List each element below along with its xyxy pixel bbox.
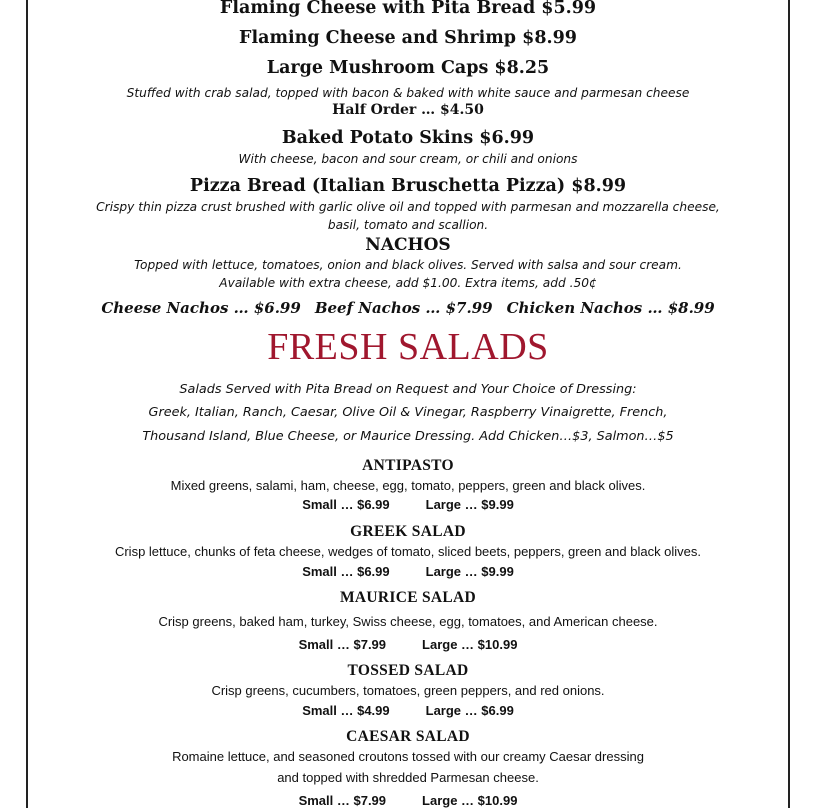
- salad-antipasto-large: Large … $9.99: [425, 497, 514, 512]
- salad-tossed-desc: Crisp greens, cucumbers, tomatoes, green peppers, and red onions.: [211, 683, 605, 698]
- salad-tossed-large: Large … $6.99: [425, 703, 514, 718]
- item-potato-skins-desc: With cheese, bacon and sour cream, or chili and onions: [238, 152, 578, 166]
- salad-maurice-small: Small … $7.99: [298, 637, 387, 652]
- salad-antipasto-small: Small … $6.99: [302, 497, 390, 512]
- menu-page: [26, 0, 790, 808]
- salads-intro-3: Thousand Island, Blue Cheese, or Maurice Dressing. Add Chicken…$3, Salmon…$5: [142, 429, 674, 444]
- section-title-fresh-salads: FRESH SALADS: [267, 326, 549, 368]
- item-flaming-cheese-pita: Flaming Cheese with Pita Bread $5.99: [219, 0, 597, 18]
- salad-greek-prices: [28, 564, 788, 579]
- item-mushroom-caps-half: Half Order … $4.50: [332, 102, 484, 118]
- salad-greek-desc: Crisp lettuce, chunks of feta cheese, wedges of tomato, sliced beets, peppers, green and black olives.: [114, 544, 702, 559]
- salad-greek-name: GREEK SALAD: [350, 523, 466, 540]
- item-mushroom-caps-desc: Stuffed with crab salad, topped with bacon & baked with white sauce and parmesan cheese: [126, 86, 690, 100]
- salad-maurice-large: Large … $10.99: [422, 637, 518, 652]
- nachos-title: NACHOS: [365, 235, 451, 255]
- salad-caesar-name: CAESAR SALAD: [346, 728, 470, 745]
- item-pizza-bread-desc-2: basil, tomato and scallion.: [327, 218, 489, 232]
- salad-maurice-prices: [28, 637, 788, 652]
- salad-caesar-desc-2: and topped with shredded Parmesan cheese.: [277, 770, 539, 785]
- nachos-prices: [28, 299, 788, 317]
- nachos-desc-1: Topped with lettuce, tomatoes, onion and black olives. Served with salsa and sour cream.: [134, 258, 682, 272]
- salad-greek-large: Large … $9.99: [425, 564, 514, 579]
- salad-tossed-name: TOSSED SALAD: [347, 662, 469, 679]
- salad-caesar-desc-1: Romaine lettuce, and seasoned croutons tossed with our creamy Caesar dressing: [172, 749, 644, 764]
- salad-antipasto-prices: [28, 497, 788, 512]
- salad-tossed-prices: [28, 703, 788, 718]
- nachos-cheese: Cheese Nachos … $6.99: [101, 299, 301, 317]
- salads-intro-2: Greek, Italian, Ranch, Caesar, Olive Oil & Vinegar, Raspberry Vinaigrette, French,: [148, 405, 668, 420]
- salad-antipasto-name: ANTIPASTO: [362, 457, 454, 474]
- salads-intro-1: Salads Served with Pita Bread on Request and Your Choice of Dressing:: [179, 382, 637, 397]
- salad-caesar-prices: [28, 793, 788, 808]
- nachos-desc-2: Available with extra cheese, add $1.00. Extra items, add .50¢: [219, 276, 597, 290]
- salad-tossed-small: Small … $4.99: [302, 703, 390, 718]
- salad-antipasto-desc: Mixed greens, salami, ham, cheese, egg, tomato, peppers, green and black olives.: [170, 478, 646, 493]
- nachos-chicken: Chicken Nachos … $8.99: [506, 299, 715, 317]
- nachos-beef: Beef Nachos … $7.99: [314, 299, 493, 317]
- salad-caesar-large: Large … $10.99: [422, 793, 518, 808]
- item-potato-skins: Baked Potato Skins $6.99: [281, 128, 535, 148]
- item-pizza-bread: Pizza Bread (Italian Bruschetta Pizza) $8.99: [189, 176, 627, 196]
- item-pizza-bread-desc-1: Crispy thin pizza crust brushed with garlic olive oil and topped with parmesan and mozzarella cheese,: [96, 200, 720, 214]
- salad-greek-small: Small … $6.99: [302, 564, 390, 579]
- item-flaming-cheese-shrimp: Flaming Cheese and Shrimp $8.99: [239, 28, 577, 48]
- salad-maurice-name: MAURICE SALAD: [339, 589, 477, 606]
- salad-maurice-desc: Crisp greens, baked ham, turkey, Swiss cheese, egg, tomatoes, and American cheese.: [158, 614, 658, 629]
- salad-caesar-small: Small … $7.99: [298, 793, 387, 808]
- item-mushroom-caps: Large Mushroom Caps $8.25: [266, 58, 550, 78]
